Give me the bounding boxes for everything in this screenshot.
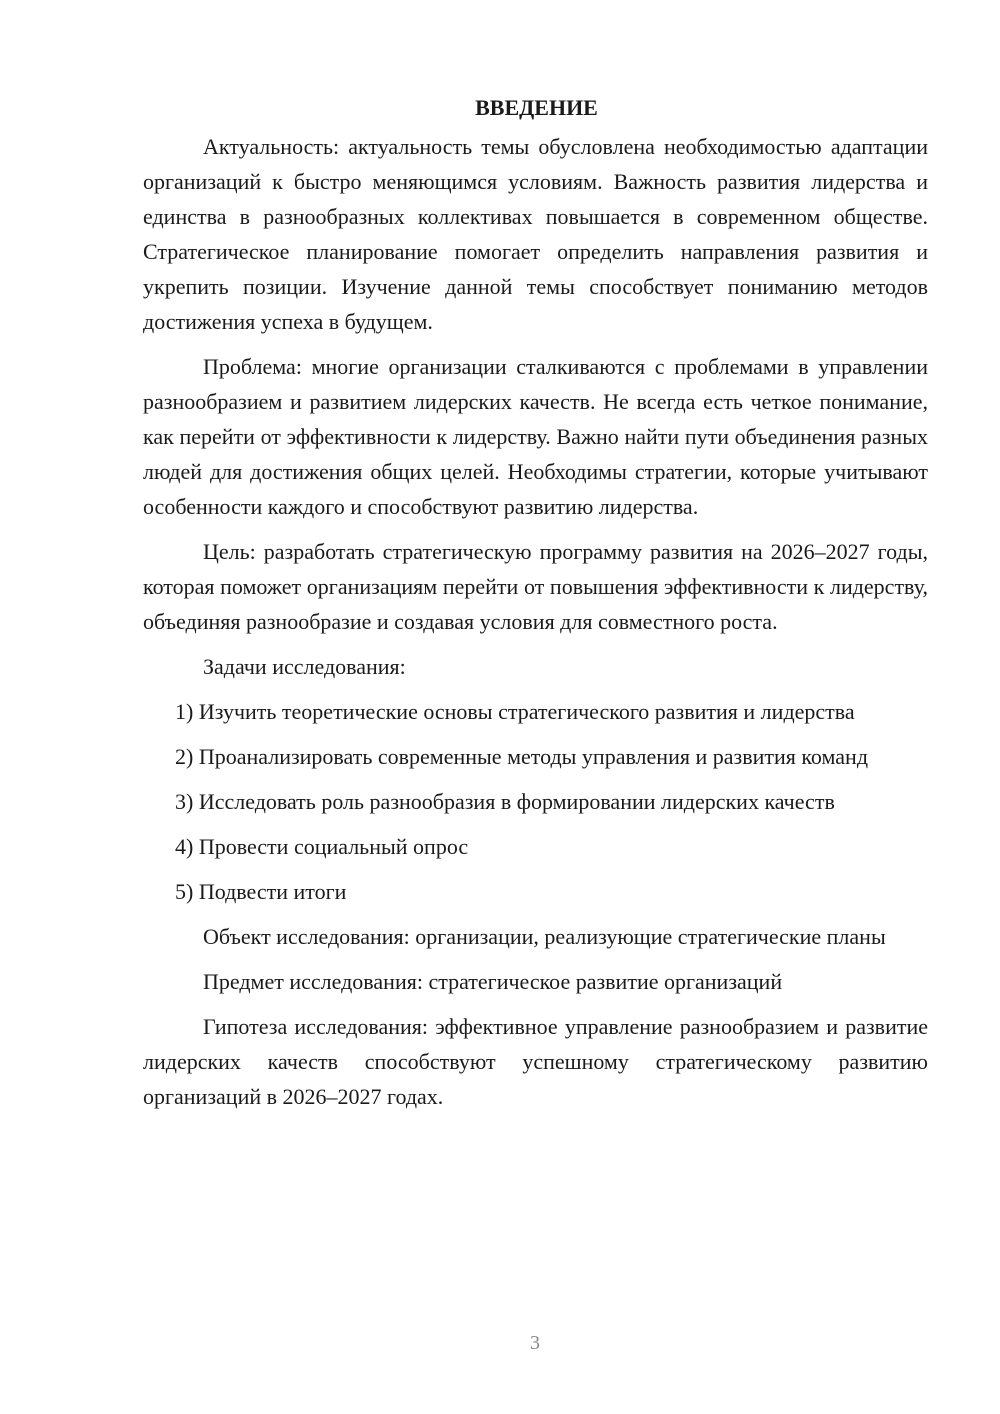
relevance-paragraph: Актуальность: актуальность темы обусловлена необходимостью адаптации организаций к быстро меняющимся условиям. Важность развития лидерства и единства в разнообразных коллективах повышается в современном обществе. Стратегическое планирование помогает определить направления развития и укрепить позиции. Изучение данной темы способствует пониманию методов достижения успеха в будущем.: [143, 134, 928, 334]
task-item: 4) Провести социальный опрос: [175, 834, 469, 859]
problem-paragraph: Проблема: многие организации сталкиваются с проблемами в управлении разнообразием и развитием лидерских качеств. Не всегда есть четкое понимание, как перейти от эффективности к лидерству. Важно найти пути объединения разных людей для достижения общих целей. Необходимы стратегии, которые учитывают особенности каждого и способствуют развитию лидерства.: [143, 354, 928, 519]
section-title: ВВЕДЕНИЕ: [475, 95, 598, 120]
hypothesis-paragraph: Гипотеза исследования: эффективное управление разнообразием и развитие лидерских качеств способствуют успешному стратегическому развитию организаций в 2026–2027 годах.: [143, 1014, 928, 1109]
tasks-heading: Задачи исследования:: [203, 654, 406, 679]
task-item: 5) Подвести итоги: [175, 879, 347, 904]
document-page: [143, 90, 928, 1124]
goal-paragraph: Цель: разработать стратегическую программу развития на 2026–2027 годы, которая поможет организациям перейти от повышения эффективности к лидерству, объединяя разнообразие и создавая условия для совместного роста.: [143, 539, 928, 634]
subject-paragraph: Предмет исследования: стратегическое развитие организаций: [203, 969, 783, 994]
task-item: 1) Изучить теоретические основы стратегического развития и лидерства: [175, 699, 855, 724]
tasks-list: [143, 694, 928, 909]
task-item: 2) Проанализировать современные методы управления и развития команд: [175, 744, 869, 769]
object-paragraph: Объект исследования: организации, реализующие стратегические планы: [203, 924, 886, 949]
page-number: 3: [530, 1332, 540, 1354]
task-item: 3) Исследовать роль разнообразия в формировании лидерских качеств: [175, 789, 835, 814]
